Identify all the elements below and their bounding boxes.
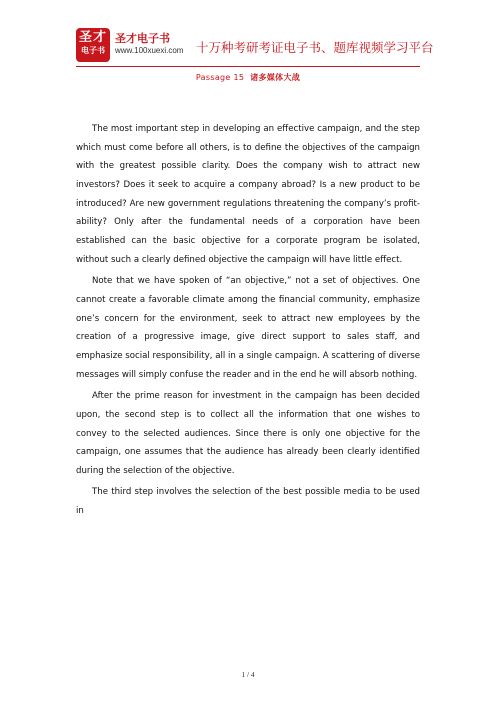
passage-topic: 诸多媒体大战 bbox=[250, 73, 301, 82]
logo-icon bbox=[76, 28, 110, 62]
brand-url[interactable]: www.100xuexi.com bbox=[115, 46, 184, 55]
paragraph-1: The most important step in developing an effective campaign, and the step which must come before all others, is to define the objectives of the campaign with the greatest possible clarity. Does the company wish to attract new investors? Does it seek to acquire a company abroad? Is a new product to be introduced? Are new government regulations threatening the company’s profit-ability? Only after the fundamental needs of a corporation have been established can the basic objective for a corporate program be isolated, without such a clearly defined objective the campaign will have little effect. bbox=[76, 124, 420, 265]
brand-name: 圣才电子书 bbox=[115, 32, 170, 45]
passage-body bbox=[76, 120, 420, 524]
header-slogan: 十万种考研考证电子书、题库视频学习平台 bbox=[196, 40, 434, 55]
page-number: 1 / 4 bbox=[241, 670, 255, 679]
paragraph-2: Note that we have spoken of “an objective,” not a set of objectives. One cannot create a favorable climate among the financial community, emphasize one’s concern for the environment, seek to attract new employees by the creation of a progressive image, give direct support to sales staff, and emphasize social responsibility, all in a single campaign. A scattering of diverse messages will simply confuse the reader and in the end he will absorb nothing. bbox=[76, 276, 420, 380]
logo-top-text: 圣才 bbox=[78, 30, 107, 45]
paragraph-3: After the prime reason for investment in the campaign has been decided upon, the second step is to collect all the information that one wishes to convey to the selected audiences. Since there is only one objective for the campaign, one assumes that the audience has already been clearly identified during the selection of the objective. bbox=[76, 391, 420, 476]
logo-bottom-text: 电子书 bbox=[81, 46, 105, 55]
passage-number: Passage 15 bbox=[195, 73, 245, 82]
page-header bbox=[76, 28, 434, 66]
paragraph-4: The third step involves the selection of the best possible media to be used in bbox=[76, 487, 420, 517]
header-divider bbox=[76, 66, 420, 67]
passage-title bbox=[0, 72, 496, 83]
brand bbox=[115, 32, 183, 56]
